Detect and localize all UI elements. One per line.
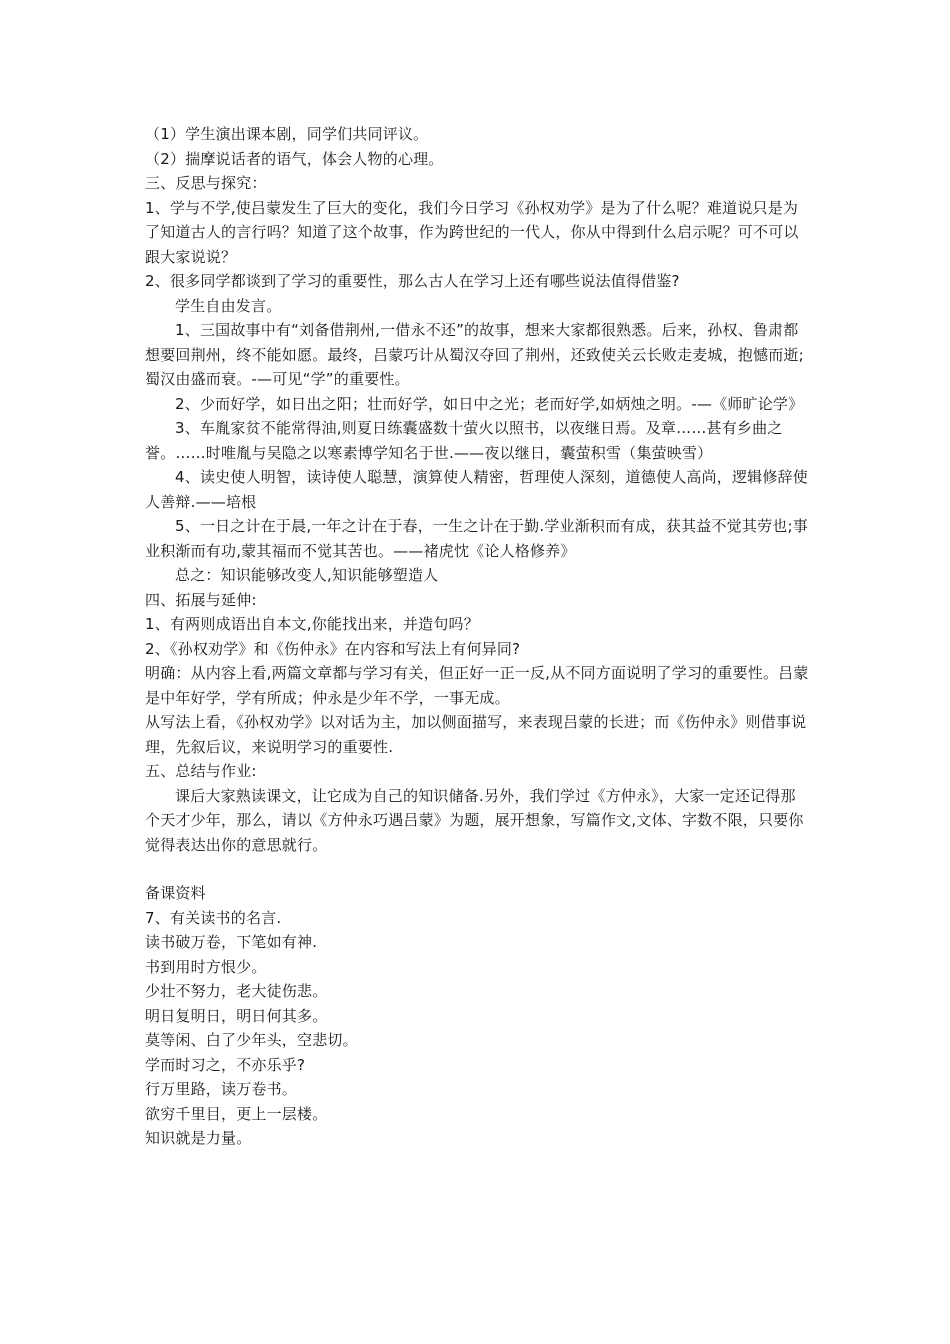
paragraph: （2）揣摩说话者的语气，体会人物的心理。 — [145, 149, 444, 168]
paragraph: 5、一日之计在于晨,一年之计在于春，一生之计在于勤.学业渐积而有成，获其益不觉其劳也;事业积渐而有功,蒙其福而不觉其苦也。——褚虎忱《论人格修养》 — [145, 517, 808, 560]
reference-section — [145, 881, 810, 1151]
paragraph: （1）学生演出课本剧，同学们共同评议。 — [145, 125, 429, 143]
blank-line — [145, 857, 810, 881]
paragraph: 1、三国故事中有“刘备借荆州,一借永不还”的故事，想来大家都很熟悉。后来，孙权、鲁肃都想要回荆州，终不能如愿。最终，吕蒙巧计从蜀汉夺回了荆州，还致使关云长败走麦城，抱憾而逝;蜀汉由盛而衰。-—可见“学”的重要性。 — [145, 321, 804, 388]
quote-line: 书到用时方恨少。 — [145, 957, 267, 976]
quote-line: 少壮不努力，老大徒伤悲。 — [145, 982, 328, 1000]
section-heading: 四、拓展与延伸: — [145, 590, 257, 609]
section-block — [145, 122, 810, 294]
section-block — [145, 588, 810, 784]
quote-line: 读书破万卷，下笔如有神. — [145, 933, 318, 951]
quote-line: 学而时习之，不亦乐乎? — [145, 1055, 306, 1074]
section-block — [145, 294, 810, 588]
paragraph: 学生自由发言。 — [175, 296, 282, 315]
paragraph: 2、少而好学，如日出之阳；壮而好学，如日中之光；老而好学,如炳烛之明。-—《师旷论学》 — [175, 394, 804, 413]
paragraph: 7、有关读书的名言. — [145, 908, 282, 927]
paragraph: 从写法上看，《孙权劝学》以对话为主，加以侧面描写，来表现吕蒙的长进；而《伤仲永》则借事说理，先叙后议，来说明学习的重要性. — [145, 713, 807, 756]
section-heading: 五、总结与作业: — [145, 762, 257, 780]
quote-line: 知识就是力量。 — [145, 1129, 252, 1147]
quote-line: 欲穷千里目，更上一层楼。 — [145, 1104, 328, 1123]
paragraph: 明确：从内容上看,两篇文章都与学习有关，但正好一正一反,从不同方面说明了学习的重要性。吕蒙是中年好学，学有所成；仲永是少年不学，一事无成。 — [145, 664, 809, 707]
paragraph: 课后大家熟读课文，让它成为自己的知识储备.另外，我们学过《方仲永》，大家一定还记得那个天才少年，那么，请以《方仲永巧遇吕蒙》为题，展开想象，写篇作文,文体、字数不限，只要你觉得表达出你的意思就行。 — [145, 786, 804, 854]
paragraph: 1、学与不学,使吕蒙发生了巨大的变化，我们今日学习《孙权劝学》是为了什么呢？难道说只是为了知道古人的言行吗？知道了这个故事，作为跨世纪的一代人，你从中得到什么启示呢？可不可以跟大家说说？ — [145, 198, 799, 266]
quote-line: 莫等闲、白了少年头，空悲切。 — [145, 1031, 358, 1049]
quote-line: 行万里路，读万卷书。 — [145, 1080, 298, 1098]
document-page — [145, 122, 810, 1151]
paragraph: 3、车胤家贫不能常得油,则夏日练囊盛数十萤火以照书，以夜继日焉。及章……甚有乡曲之誉。……时唯胤与吴隐之以寒素博学知名于世.——夜以继日，囊萤积雪（集萤映雪） — [145, 419, 783, 462]
paragraph: 4、读史使人明智，读诗使人聪慧，演算使人精密，哲理使人深刻，道德使人高尚，逻辑修辞使人善辩.——培根 — [145, 468, 808, 511]
section-block — [145, 784, 810, 858]
paragraph: 总之：知识能够改变人,知识能够塑造人 — [175, 566, 439, 584]
paragraph: 1、有两则成语出自本文,你能找出来，并造句吗？ — [145, 615, 479, 633]
quote-line: 明日复明日，明日何其多。 — [145, 1006, 328, 1025]
paragraph: 2、很多同学都谈到了学习的重要性，那么古人在学习上还有哪些说法值得借鉴? — [145, 272, 680, 290]
paragraph: 2、《孙权劝学》和《伤仲永》在内容和写法上有何异同? — [145, 639, 521, 658]
section-heading: 备课资料 — [145, 884, 206, 902]
section-heading: 三、反思与探究： — [145, 174, 267, 192]
